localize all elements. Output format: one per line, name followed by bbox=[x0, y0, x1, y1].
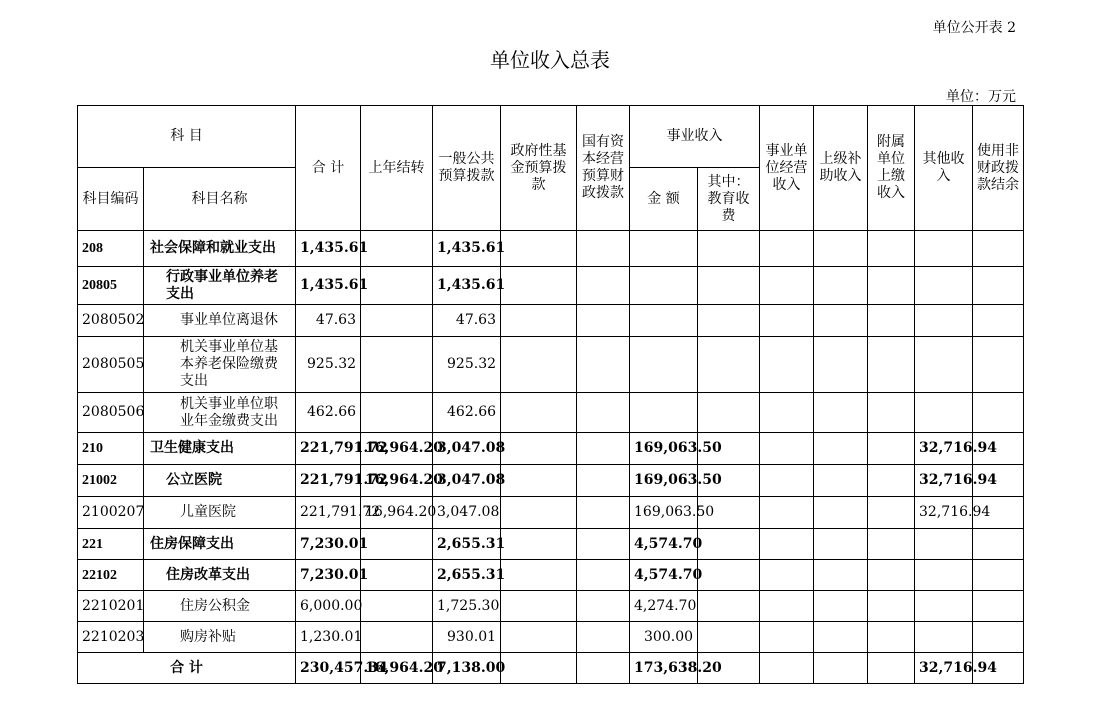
row-general: 47.63 bbox=[433, 305, 501, 337]
row-other bbox=[915, 622, 973, 653]
row-amount: 169,063.50 bbox=[630, 465, 698, 497]
row-carry bbox=[361, 393, 433, 433]
row-general: 3,047.08 bbox=[433, 465, 501, 497]
row-name: 行政事业单位养老支出 bbox=[144, 267, 296, 305]
row-gov-fund bbox=[501, 305, 577, 337]
row-subsidy bbox=[814, 560, 868, 591]
row-general: 3,047.08 bbox=[433, 497, 501, 529]
total-row bbox=[78, 653, 1024, 684]
row-general: 1,725.30 bbox=[433, 591, 501, 622]
row-other bbox=[915, 393, 973, 433]
row-amount bbox=[630, 393, 698, 433]
row-edu-fee bbox=[698, 591, 760, 622]
row-code: 20805 bbox=[78, 267, 144, 305]
row-total: 462.66 bbox=[296, 393, 361, 433]
row-state-capital bbox=[577, 591, 630, 622]
row-total: 1,230.01 bbox=[296, 622, 361, 653]
table-row bbox=[78, 393, 1024, 433]
header-total: 合 计 bbox=[296, 106, 361, 231]
row-state-capital bbox=[577, 267, 630, 305]
row-other: 32,716.94 bbox=[915, 497, 973, 529]
page-title: 单位收入总表 bbox=[490, 48, 610, 72]
row-code: 2080502 bbox=[78, 305, 144, 337]
header-other: 其他收入 bbox=[915, 106, 973, 231]
row-affiliated bbox=[868, 393, 915, 433]
header-state-capital: 国有资本经营预算财政拨款 bbox=[577, 106, 630, 231]
row-non-fiscal bbox=[973, 529, 1024, 560]
row-name: 卫生健康支出 bbox=[144, 433, 296, 465]
row-carry: 16,964.20 bbox=[361, 433, 433, 465]
row-name: 住房保障支出 bbox=[144, 529, 296, 560]
row-general: 1,435.61 bbox=[433, 267, 501, 305]
row-gov-fund bbox=[501, 267, 577, 305]
row-total: 221,791.72 bbox=[296, 465, 361, 497]
row-subsidy bbox=[814, 305, 868, 337]
row-subsidy bbox=[814, 267, 868, 305]
row-gov-fund bbox=[501, 497, 577, 529]
row-affiliated bbox=[868, 529, 915, 560]
row-general: 1,435.61 bbox=[433, 231, 501, 267]
row-non-fiscal bbox=[973, 337, 1024, 393]
row-other bbox=[915, 231, 973, 267]
row-subsidy bbox=[814, 337, 868, 393]
row-other bbox=[915, 305, 973, 337]
row-affiliated bbox=[868, 231, 915, 267]
row-state-capital bbox=[577, 497, 630, 529]
row-edu-fee bbox=[698, 622, 760, 653]
row-general: 2,655.31 bbox=[433, 560, 501, 591]
row-total: 47.63 bbox=[296, 305, 361, 337]
row-code: 210 bbox=[78, 433, 144, 465]
row-code: 2210201 bbox=[78, 591, 144, 622]
row-operation bbox=[760, 393, 814, 433]
table-row bbox=[78, 465, 1024, 497]
row-amount bbox=[630, 337, 698, 393]
total-empty bbox=[868, 653, 915, 684]
row-edu-fee bbox=[698, 337, 760, 393]
row-gov-fund bbox=[501, 231, 577, 267]
row-non-fiscal bbox=[973, 393, 1024, 433]
total-label: 合 计 bbox=[78, 653, 296, 684]
row-carry bbox=[361, 305, 433, 337]
row-other: 32,716.94 bbox=[915, 465, 973, 497]
row-subsidy bbox=[814, 529, 868, 560]
row-code: 2080505 bbox=[78, 337, 144, 393]
row-subsidy bbox=[814, 622, 868, 653]
header-subject: 科 目 bbox=[78, 106, 296, 168]
header-amount: 金 额 bbox=[630, 168, 698, 231]
row-non-fiscal bbox=[973, 267, 1024, 305]
total-carry: 16,964.20 bbox=[361, 653, 433, 684]
row-subsidy bbox=[814, 497, 868, 529]
row-carry bbox=[361, 337, 433, 393]
row-subsidy bbox=[814, 591, 868, 622]
row-total: 925.32 bbox=[296, 337, 361, 393]
row-non-fiscal bbox=[973, 560, 1024, 591]
row-edu-fee bbox=[698, 529, 760, 560]
row-amount bbox=[630, 305, 698, 337]
row-amount: 300.00 bbox=[630, 622, 698, 653]
row-name: 住房公积金 bbox=[144, 591, 296, 622]
row-operation bbox=[760, 529, 814, 560]
row-state-capital bbox=[577, 622, 630, 653]
row-gov-fund bbox=[501, 337, 577, 393]
total-other: 32,716.94 bbox=[915, 653, 973, 684]
row-subsidy bbox=[814, 433, 868, 465]
table-row bbox=[78, 433, 1024, 465]
header-row-1 bbox=[78, 106, 1024, 168]
row-non-fiscal bbox=[973, 591, 1024, 622]
header-affiliated: 附属单位上缴收入 bbox=[868, 106, 915, 231]
header-name: 科目名称 bbox=[144, 168, 296, 231]
row-carry bbox=[361, 560, 433, 591]
row-gov-fund bbox=[501, 433, 577, 465]
row-gov-fund bbox=[501, 622, 577, 653]
row-gov-fund bbox=[501, 465, 577, 497]
header-code: 科目编码 bbox=[78, 168, 144, 231]
row-edu-fee bbox=[698, 305, 760, 337]
row-operation bbox=[760, 337, 814, 393]
row-code: 21002 bbox=[78, 465, 144, 497]
row-state-capital bbox=[577, 433, 630, 465]
row-carry bbox=[361, 267, 433, 305]
row-operation bbox=[760, 591, 814, 622]
header-carry: 上年结转 bbox=[361, 106, 433, 231]
header-operation: 事业单位经营收入 bbox=[760, 106, 814, 231]
row-operation bbox=[760, 560, 814, 591]
row-name: 公立医院 bbox=[144, 465, 296, 497]
row-carry bbox=[361, 231, 433, 267]
row-operation bbox=[760, 497, 814, 529]
total-empty bbox=[760, 653, 814, 684]
row-state-capital bbox=[577, 393, 630, 433]
row-subsidy bbox=[814, 393, 868, 433]
row-code: 221 bbox=[78, 529, 144, 560]
row-general: 930.01 bbox=[433, 622, 501, 653]
row-affiliated bbox=[868, 497, 915, 529]
table-row bbox=[78, 267, 1024, 305]
row-total: 1,435.61 bbox=[296, 231, 361, 267]
table-row bbox=[78, 591, 1024, 622]
row-edu-fee bbox=[698, 560, 760, 591]
table-row bbox=[78, 337, 1024, 393]
row-name: 机关事业单位基本养老保险缴费支出 bbox=[144, 337, 296, 393]
row-amount: 4,574.70 bbox=[630, 560, 698, 591]
income-summary-table bbox=[77, 105, 1024, 684]
row-general: 3,047.08 bbox=[433, 433, 501, 465]
table-row bbox=[78, 305, 1024, 337]
total-empty bbox=[577, 653, 630, 684]
row-code: 2100207 bbox=[78, 497, 144, 529]
row-general: 2,655.31 bbox=[433, 529, 501, 560]
row-affiliated bbox=[868, 433, 915, 465]
row-edu-fee bbox=[698, 231, 760, 267]
table-row bbox=[78, 529, 1024, 560]
total-amount: 173,638.20 bbox=[630, 653, 698, 684]
row-name: 住房改革支出 bbox=[144, 560, 296, 591]
row-other bbox=[915, 591, 973, 622]
row-code: 2080506 bbox=[78, 393, 144, 433]
row-affiliated bbox=[868, 337, 915, 393]
row-gov-fund bbox=[501, 560, 577, 591]
row-other: 32,716.94 bbox=[915, 433, 973, 465]
row-other bbox=[915, 560, 973, 591]
row-code: 208 bbox=[78, 231, 144, 267]
table-row bbox=[78, 231, 1024, 267]
row-total: 6,000.00 bbox=[296, 591, 361, 622]
row-affiliated bbox=[868, 560, 915, 591]
row-amount: 169,063.50 bbox=[630, 497, 698, 529]
row-affiliated bbox=[868, 267, 915, 305]
form-number: 单位公开表 2 bbox=[932, 20, 1016, 36]
row-operation bbox=[760, 231, 814, 267]
row-code: 2210203 bbox=[78, 622, 144, 653]
table-row bbox=[78, 622, 1024, 653]
row-name: 儿童医院 bbox=[144, 497, 296, 529]
header-subsidy: 上级补助收入 bbox=[814, 106, 868, 231]
row-amount: 4,574.70 bbox=[630, 529, 698, 560]
row-amount: 4,274.70 bbox=[630, 591, 698, 622]
row-gov-fund bbox=[501, 529, 577, 560]
row-affiliated bbox=[868, 622, 915, 653]
row-state-capital bbox=[577, 465, 630, 497]
row-non-fiscal bbox=[973, 305, 1024, 337]
row-carry bbox=[361, 591, 433, 622]
row-other bbox=[915, 337, 973, 393]
row-other bbox=[915, 529, 973, 560]
row-subsidy bbox=[814, 465, 868, 497]
row-total: 221,791.72 bbox=[296, 497, 361, 529]
row-name: 事业单位离退休 bbox=[144, 305, 296, 337]
row-non-fiscal bbox=[973, 231, 1024, 267]
row-amount bbox=[630, 267, 698, 305]
row-code: 22102 bbox=[78, 560, 144, 591]
row-affiliated bbox=[868, 305, 915, 337]
total-empty bbox=[501, 653, 577, 684]
row-operation bbox=[760, 622, 814, 653]
row-amount: 169,063.50 bbox=[630, 433, 698, 465]
table-row bbox=[78, 560, 1024, 591]
header-non-fiscal: 使用非财政拨款结余 bbox=[973, 106, 1024, 231]
row-carry: 16,964.20 bbox=[361, 497, 433, 529]
row-operation bbox=[760, 433, 814, 465]
row-state-capital bbox=[577, 337, 630, 393]
table-row bbox=[78, 497, 1024, 529]
header-gov-fund: 政府性基金预算拨款 bbox=[501, 106, 577, 231]
header-edu-fee: 其中：教育收费 bbox=[698, 168, 760, 231]
row-state-capital bbox=[577, 305, 630, 337]
row-affiliated bbox=[868, 591, 915, 622]
row-operation bbox=[760, 267, 814, 305]
row-total: 7,230.01 bbox=[296, 560, 361, 591]
row-subsidy bbox=[814, 231, 868, 267]
row-total: 1,435.61 bbox=[296, 267, 361, 305]
row-non-fiscal bbox=[973, 622, 1024, 653]
total-general: 7,138.00 bbox=[433, 653, 501, 684]
row-name: 机关事业单位职业年金缴费支出 bbox=[144, 393, 296, 433]
row-edu-fee bbox=[698, 393, 760, 433]
row-state-capital bbox=[577, 231, 630, 267]
row-state-capital bbox=[577, 560, 630, 591]
row-gov-fund bbox=[501, 591, 577, 622]
row-gov-fund bbox=[501, 393, 577, 433]
row-carry bbox=[361, 622, 433, 653]
row-general: 462.66 bbox=[433, 393, 501, 433]
row-name: 社会保障和就业支出 bbox=[144, 231, 296, 267]
row-operation bbox=[760, 465, 814, 497]
row-total: 7,230.01 bbox=[296, 529, 361, 560]
row-carry bbox=[361, 529, 433, 560]
row-state-capital bbox=[577, 529, 630, 560]
row-operation bbox=[760, 305, 814, 337]
row-name: 购房补贴 bbox=[144, 622, 296, 653]
header-general: 一般公共预算拨款 bbox=[433, 106, 501, 231]
total-empty bbox=[814, 653, 868, 684]
row-affiliated bbox=[868, 465, 915, 497]
unit-label: 单位：万元 bbox=[946, 89, 1016, 105]
total-total: 230,457.34 bbox=[296, 653, 361, 684]
header-business: 事业收入 bbox=[630, 106, 760, 168]
row-carry: 16,964.20 bbox=[361, 465, 433, 497]
row-edu-fee bbox=[698, 267, 760, 305]
row-total: 221,791.72 bbox=[296, 433, 361, 465]
row-other bbox=[915, 267, 973, 305]
row-amount bbox=[630, 231, 698, 267]
row-general: 925.32 bbox=[433, 337, 501, 393]
